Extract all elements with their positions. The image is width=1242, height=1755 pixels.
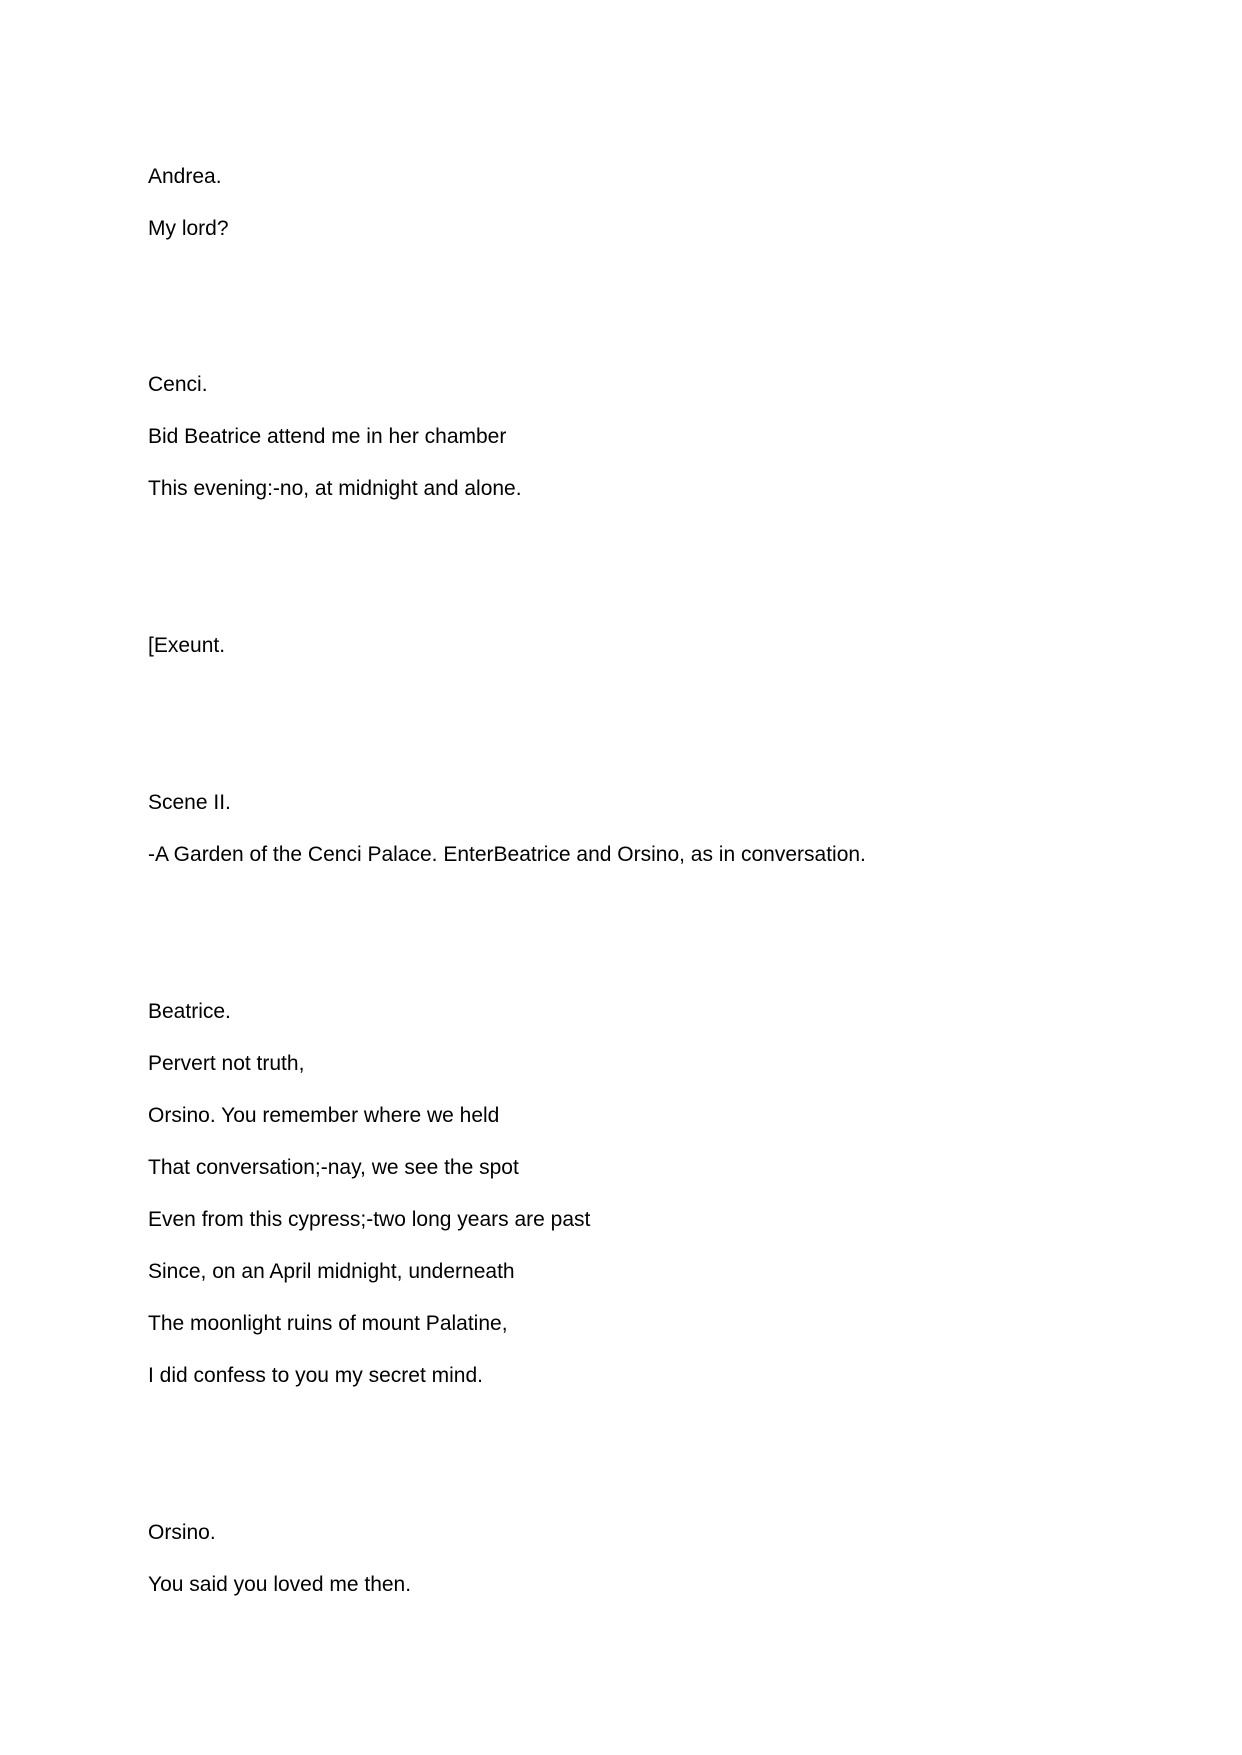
text-line: Even from this cypress;-two long years are past: [148, 1208, 591, 1231]
text-line: Pervert not truth,: [148, 1052, 305, 1075]
speaker-orsino: Orsino.: [148, 1521, 216, 1544]
text-line: This evening:-no, at midnight and alone.: [148, 477, 522, 500]
stage-direction: [Exeunt.: [148, 634, 226, 657]
speaker-andrea: Andrea.: [148, 165, 222, 188]
text-line: You said you loved me then.: [148, 1573, 412, 1596]
text-line: The moonlight ruins of mount Palatine,: [148, 1312, 508, 1335]
scene-description: -A Garden of the Cenci Palace. EnterBeatrice and Orsino, as in conversation.: [148, 843, 866, 866]
text-line: Orsino. You remember where we held: [148, 1104, 500, 1127]
text-line: I did confess to you my secret mind.: [148, 1364, 483, 1387]
speaker-cenci: Cenci.: [148, 373, 208, 396]
text-line: Since, on an April midnight, underneath: [148, 1260, 515, 1283]
scene-heading: Scene II.: [148, 791, 231, 814]
text-line: My lord?: [148, 217, 229, 240]
text-line: Bid Beatrice attend me in her chamber: [148, 425, 507, 448]
speaker-beatrice: Beatrice.: [148, 1000, 231, 1023]
text-line: That conversation;-nay, we see the spot: [148, 1156, 519, 1179]
